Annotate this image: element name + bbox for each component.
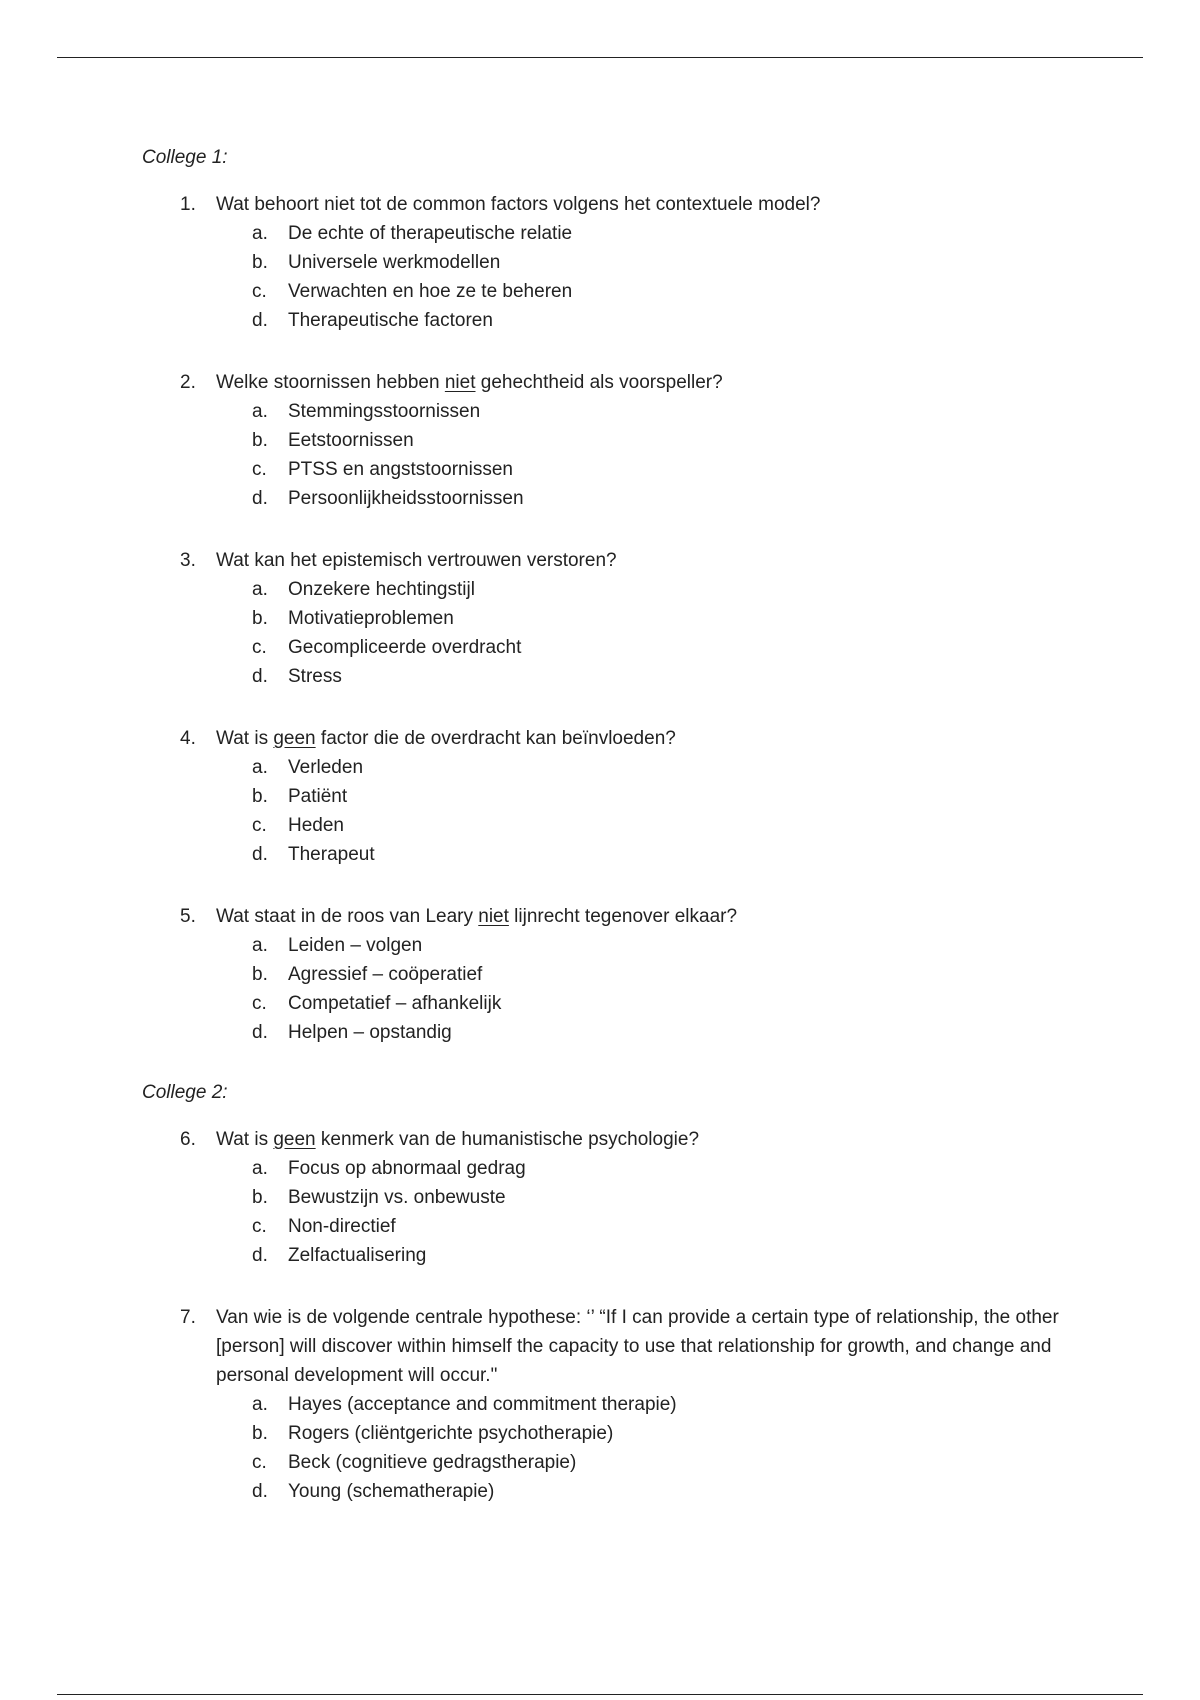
question-item bbox=[142, 368, 1092, 513]
option-letter: b. bbox=[252, 786, 268, 807]
question-emphasis: geen bbox=[273, 728, 316, 749]
question-text-part: Van wie is de volgende centrale hypothese: ‘’ “If I can provide a certain type of relationship, the other [person] will discover within himself the capacity to use that relationship for growth, and change and personal development will occur." bbox=[216, 1307, 1059, 1386]
option-text: Eetstoornissen bbox=[288, 430, 414, 451]
answer-option bbox=[142, 1419, 1092, 1448]
option-letter: b. bbox=[252, 1423, 268, 1444]
option-text: Heden bbox=[288, 815, 344, 836]
answer-option bbox=[142, 248, 1092, 277]
question-item bbox=[142, 724, 1092, 869]
option-text: Onzekere hechtingstijl bbox=[288, 579, 475, 600]
option-letter: c. bbox=[252, 993, 267, 1014]
option-text: Agressief – coöperatief bbox=[288, 964, 483, 985]
option-text: Therapeutische factoren bbox=[288, 310, 493, 331]
question-item bbox=[142, 1125, 1092, 1270]
option-letter: a. bbox=[252, 757, 268, 778]
header-rule bbox=[57, 57, 1143, 58]
option-text: Hayes (acceptance and commitment therapie) bbox=[288, 1394, 677, 1415]
question-text-part: factor die de overdracht kan beïnvloeden? bbox=[315, 728, 676, 749]
answer-option bbox=[142, 455, 1092, 484]
option-text: Competatief – afhankelijk bbox=[288, 993, 502, 1014]
option-letter: a. bbox=[252, 1394, 268, 1415]
option-text: Leiden – volgen bbox=[288, 935, 423, 956]
question-number: 4. bbox=[180, 728, 196, 749]
question-text-part: Wat behoort niet tot de common factors volgens het contextuele model? bbox=[216, 194, 821, 215]
option-letter: b. bbox=[252, 1187, 268, 1208]
answer-option bbox=[142, 1477, 1092, 1506]
answer-option bbox=[142, 960, 1092, 989]
question-text-part: gehechtheid als voorspeller? bbox=[475, 372, 723, 393]
answer-option bbox=[142, 277, 1092, 306]
option-text: Therapeut bbox=[288, 844, 375, 865]
question-item bbox=[142, 1303, 1092, 1506]
answer-options bbox=[142, 575, 1092, 691]
option-letter: b. bbox=[252, 430, 268, 451]
option-text: Verleden bbox=[288, 757, 364, 778]
option-text: De echte of therapeutische relatie bbox=[288, 223, 573, 244]
answer-option bbox=[142, 426, 1092, 455]
answer-option bbox=[142, 604, 1092, 633]
option-text: Non-directief bbox=[288, 1216, 396, 1237]
footer-rule bbox=[57, 1694, 1143, 1695]
answer-option bbox=[142, 1183, 1092, 1212]
option-text: Stemmingsstoornissen bbox=[288, 401, 481, 422]
answer-options bbox=[142, 219, 1092, 335]
question-text bbox=[142, 1125, 1092, 1154]
option-text: Persoonlijkheidsstoornissen bbox=[288, 488, 524, 509]
question-text-part: Wat staat in de roos van Leary bbox=[216, 906, 479, 927]
option-letter: a. bbox=[252, 223, 268, 244]
question-text-part: Wat is bbox=[216, 728, 274, 749]
option-letter: a. bbox=[252, 579, 268, 600]
option-text: Zelfactualisering bbox=[288, 1245, 427, 1266]
answer-option bbox=[142, 931, 1092, 960]
question-emphasis: niet bbox=[444, 372, 476, 393]
answer-option bbox=[142, 1241, 1092, 1270]
question-number: 3. bbox=[180, 550, 196, 571]
option-letter: c. bbox=[252, 1216, 267, 1237]
option-text: Rogers (cliëntgerichte psychotherapie) bbox=[288, 1423, 614, 1444]
answer-option bbox=[142, 306, 1092, 335]
option-letter: c. bbox=[252, 1452, 267, 1473]
option-letter: a. bbox=[252, 1158, 268, 1179]
section-college-1 bbox=[142, 145, 1092, 1047]
answer-option bbox=[142, 811, 1092, 840]
question-text bbox=[142, 190, 1092, 219]
option-letter: d. bbox=[252, 488, 268, 509]
option-letter: b. bbox=[252, 608, 268, 629]
option-text: Motivatieproblemen bbox=[288, 608, 454, 629]
question-text-part: Wat kan het epistemisch vertrouwen verstoren? bbox=[216, 550, 617, 571]
option-letter: d. bbox=[252, 1481, 268, 1502]
question-text-part: Welke stoornissen hebben bbox=[216, 372, 445, 393]
option-text: Focus op abnormaal gedrag bbox=[288, 1158, 526, 1179]
question-emphasis: niet bbox=[478, 906, 509, 927]
question-text bbox=[142, 368, 1092, 397]
option-letter: d. bbox=[252, 1022, 268, 1043]
answer-option bbox=[142, 1448, 1092, 1477]
question-text-part: lijnrecht tegenover elkaar? bbox=[508, 906, 738, 927]
option-text: Stress bbox=[288, 666, 342, 687]
option-letter: d. bbox=[252, 310, 268, 331]
option-letter: a. bbox=[252, 401, 268, 422]
option-letter: c. bbox=[252, 637, 267, 658]
question-text bbox=[142, 1303, 1092, 1390]
question-item bbox=[142, 546, 1092, 691]
question-number: 1. bbox=[180, 194, 196, 215]
section-title: College 2: bbox=[142, 1082, 228, 1103]
answer-option bbox=[142, 633, 1092, 662]
answer-option bbox=[142, 484, 1092, 513]
document-body bbox=[142, 145, 1092, 1506]
question-number: 7. bbox=[180, 1307, 196, 1328]
option-letter: c. bbox=[252, 815, 267, 836]
answer-option bbox=[142, 840, 1092, 869]
answer-option bbox=[142, 575, 1092, 604]
answer-option bbox=[142, 219, 1092, 248]
option-letter: b. bbox=[252, 964, 268, 985]
answer-option bbox=[142, 1390, 1092, 1419]
option-letter: b. bbox=[252, 252, 268, 273]
question-text bbox=[142, 724, 1092, 753]
option-text: Young (schematherapie) bbox=[288, 1481, 495, 1502]
option-letter: d. bbox=[252, 844, 268, 865]
answer-option bbox=[142, 782, 1092, 811]
option-letter: c. bbox=[252, 281, 267, 302]
option-text: Bewustzijn vs. onbewuste bbox=[288, 1187, 506, 1208]
section-title: College 1: bbox=[142, 147, 228, 168]
question-item bbox=[142, 190, 1092, 335]
option-text: Beck (cognitieve gedragstherapie) bbox=[288, 1452, 577, 1473]
option-text: Verwachten en hoe ze te beheren bbox=[288, 281, 573, 302]
question-text-part: kenmerk van de humanistische psychologie? bbox=[315, 1129, 700, 1150]
answer-options bbox=[142, 397, 1092, 513]
answer-option bbox=[142, 662, 1092, 691]
answer-option bbox=[142, 753, 1092, 782]
option-letter: d. bbox=[252, 666, 268, 687]
answer-option bbox=[142, 1212, 1092, 1241]
answer-options bbox=[142, 1390, 1092, 1506]
question-number: 5. bbox=[180, 906, 196, 927]
option-text: Gecompliceerde overdracht bbox=[288, 637, 522, 658]
option-letter: d. bbox=[252, 1245, 268, 1266]
option-letter: c. bbox=[252, 459, 267, 480]
section-college-2 bbox=[142, 1080, 1092, 1506]
answer-option bbox=[142, 1154, 1092, 1183]
option-text: Patiënt bbox=[288, 786, 348, 807]
option-text: Helpen – opstandig bbox=[288, 1022, 452, 1043]
question-text-part: Wat is bbox=[216, 1129, 274, 1150]
answer-option bbox=[142, 989, 1092, 1018]
question-number: 2. bbox=[180, 372, 196, 393]
option-letter: a. bbox=[252, 935, 268, 956]
question-number: 6. bbox=[180, 1129, 196, 1150]
question-text bbox=[142, 902, 1092, 931]
answer-options bbox=[142, 753, 1092, 869]
answer-option bbox=[142, 1018, 1092, 1047]
answer-options bbox=[142, 1154, 1092, 1270]
answer-option bbox=[142, 397, 1092, 426]
option-text: Universele werkmodellen bbox=[288, 252, 501, 273]
question-emphasis: geen bbox=[273, 1129, 316, 1150]
question-item bbox=[142, 902, 1092, 1047]
option-text: PTSS en angststoornissen bbox=[288, 459, 513, 480]
answer-options bbox=[142, 931, 1092, 1047]
question-text bbox=[142, 546, 1092, 575]
